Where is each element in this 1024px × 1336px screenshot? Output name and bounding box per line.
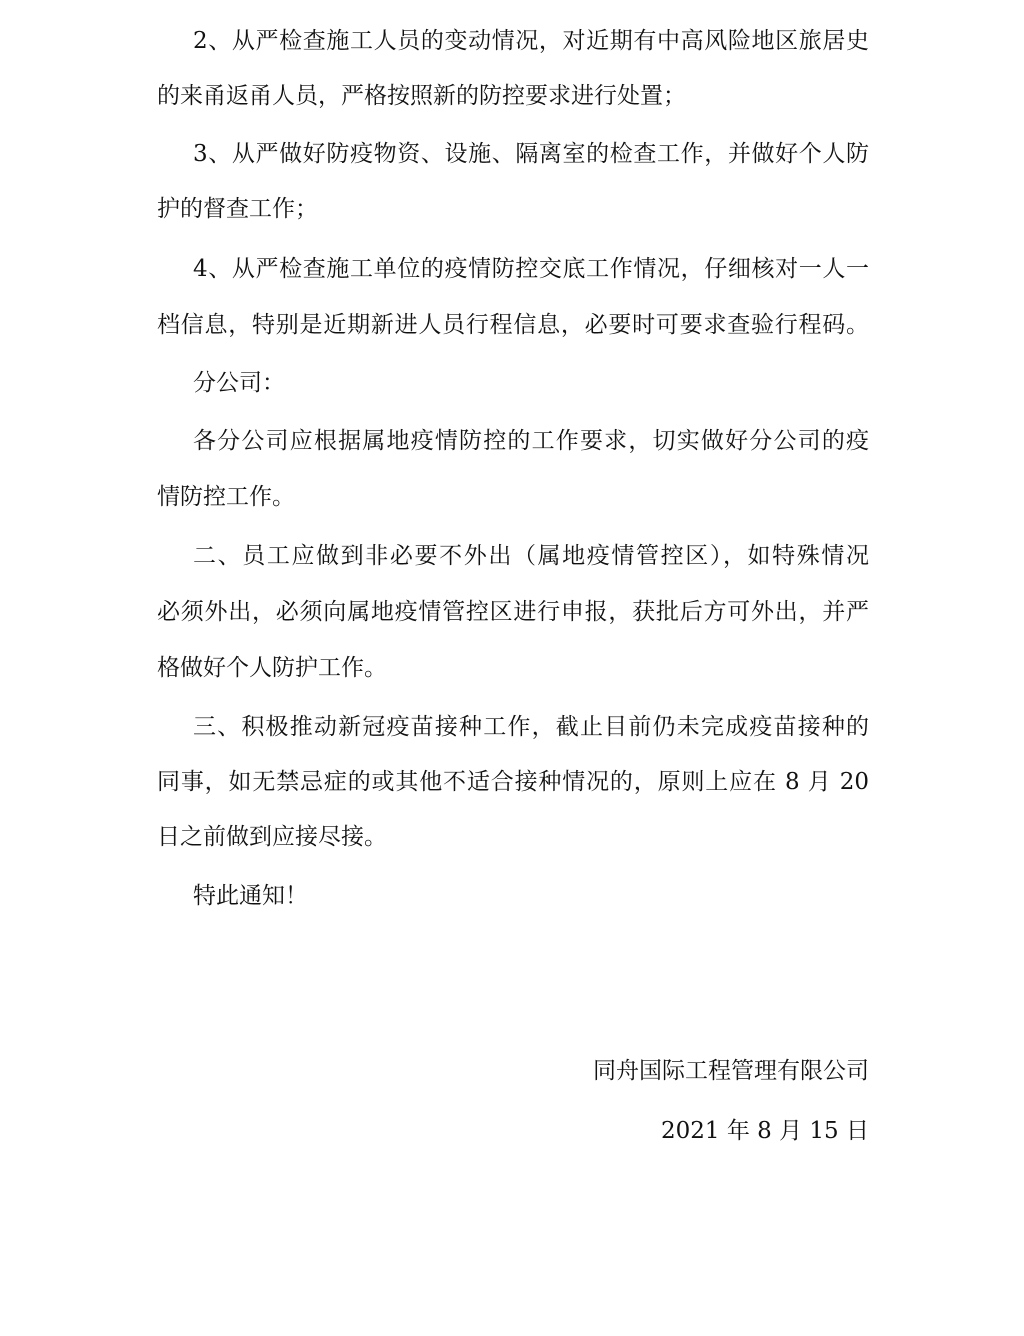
paragraph-1-line-1: 2、从严检查施工人员的变动情况，对近期有中高风险地区旅居史 bbox=[193, 28, 869, 54]
paragraph-7-line-2: 同事，如无禁忌症的或其他不适合接种情况的，原则上应在 8 月 20 bbox=[157, 769, 869, 795]
signature-company: 同舟国际工程管理有限公司 bbox=[593, 1058, 869, 1084]
closing-notice: 特此通知！ bbox=[193, 883, 308, 909]
paragraph-5-line-2: 情防控工作。 bbox=[157, 484, 295, 510]
paragraph-7-line-3: 日之前做到应接尽接。 bbox=[157, 824, 387, 850]
paragraph-7-line-1: 三、积极推动新冠疫苗接种工作，截止目前仍未完成疫苗接种的 bbox=[193, 714, 869, 740]
paragraph-2-line-1: 3、从严做好防疫物资、设施、隔离室的检查工作，并做好个人防 bbox=[193, 141, 869, 167]
section-heading-branch: 分公司： bbox=[193, 370, 285, 396]
paragraph-3-line-1: 4、从严检查施工单位的疫情防控交底工作情况，仔细核对一人一 bbox=[193, 256, 869, 282]
paragraph-1-line-2: 的来甬返甬人员，严格按照新的防控要求进行处置； bbox=[157, 83, 686, 109]
paragraph-2-line-2: 护的督查工作； bbox=[157, 196, 318, 222]
paragraph-6-line-2: 必须外出，必须向属地疫情管控区进行申报，获批后方可外出，并严 bbox=[157, 599, 869, 625]
paragraph-3-line-2: 档信息，特别是近期新进人员行程信息，必要时可要求查验行程码。 bbox=[157, 312, 869, 338]
paragraph-6-line-3: 格做好个人防护工作。 bbox=[157, 655, 387, 681]
signature-date: 2021 年 8 月 15 日 bbox=[661, 1118, 869, 1144]
paragraph-5-line-1: 各分公司应根据属地疫情防控的工作要求，切实做好分公司的疫 bbox=[193, 428, 869, 454]
paragraph-6-line-1: 二、员工应做到非必要不外出（属地疫情管控区），如特殊情况 bbox=[193, 543, 869, 569]
